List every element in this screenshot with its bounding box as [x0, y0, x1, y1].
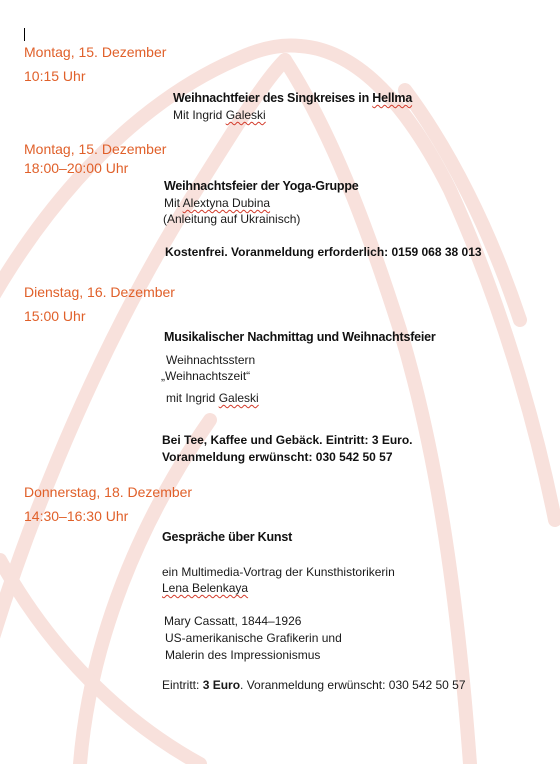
event-3-line-2: „Weihnachtszeit“	[161, 369, 251, 383]
event-4-speaker	[162, 582, 248, 594]
event-4-art-1: Mary Cassatt, 1844–1926	[164, 614, 302, 628]
event-3-date: Dienstag, 16. Dezember	[24, 284, 175, 300]
event-1-host	[173, 109, 266, 121]
event-4-entry-price: 3 Euro	[202, 678, 241, 692]
event-1-host-prefix: Mit Ingrid	[173, 108, 226, 122]
event-4-date: Donnerstag, 18. Dezember	[24, 484, 193, 500]
event-1-title-text: Weihnachtfeier des Singkreises in	[173, 91, 373, 105]
event-3-host-name: Galeski	[218, 391, 259, 405]
event-2-info: Kostenfrei. Voranmeldung erforderlich: 0159 068 38 013	[165, 245, 482, 259]
event-2-date: Montag, 15. Dezember	[24, 141, 167, 157]
event-4-entry-rest: . Voranmeldung erwünscht: 030 542 50 57	[240, 678, 466, 692]
event-4-title: Gespräche über Kunst	[162, 530, 293, 544]
event-3-info-2: Voranmeldung erwünscht: 030 542 50 57	[162, 450, 393, 464]
event-2-host-name: Alextyna Dubina	[182, 196, 271, 210]
event-1-host-name: Galeski	[225, 108, 266, 122]
event-1-time: 10:15 Uhr	[24, 68, 86, 84]
event-2-time: 18:00–20:00 Uhr	[24, 160, 129, 176]
event-4-speaker-name: Lena Belenkaya	[162, 581, 249, 595]
event-1-title	[173, 92, 412, 105]
event-4-entry-label: Eintritt:	[162, 678, 203, 692]
event-4-art-3: Malerin des Impressionismus	[165, 648, 321, 662]
event-3-title: Musikalischer Nachmittag und Weihnachtsfeier	[164, 330, 436, 344]
event-4-time: 14:30–16:30 Uhr	[24, 508, 129, 524]
event-2-title: Weihnachtsfeier der Yoga-Gruppe	[164, 179, 359, 193]
event-3-host	[166, 392, 259, 404]
event-4-entry	[162, 679, 466, 691]
event-3-host-prefix: mit Ingrid	[166, 391, 219, 405]
event-3-info-1: Bei Tee, Kaffee und Gebäck. Eintritt: 3 Euro.	[162, 433, 413, 447]
text-cursor	[24, 28, 25, 41]
event-2-host-prefix: Mit	[164, 196, 183, 210]
event-4-art-2: US-amerikanische Grafikerin und	[165, 631, 342, 645]
event-1-date: Montag, 15. Dezember	[24, 44, 167, 60]
event-4-line-1: ein Multimedia-Vortrag der Kunsthistorikerin	[162, 565, 395, 579]
event-2-host	[164, 197, 270, 209]
event-3-time: 15:00 Uhr	[24, 308, 86, 324]
event-1-title-place: Hellma	[372, 91, 413, 105]
event-2-note: (Anleitung auf Ukrainisch)	[163, 212, 301, 226]
event-3-line-1: Weihnachtsstern	[166, 353, 256, 367]
